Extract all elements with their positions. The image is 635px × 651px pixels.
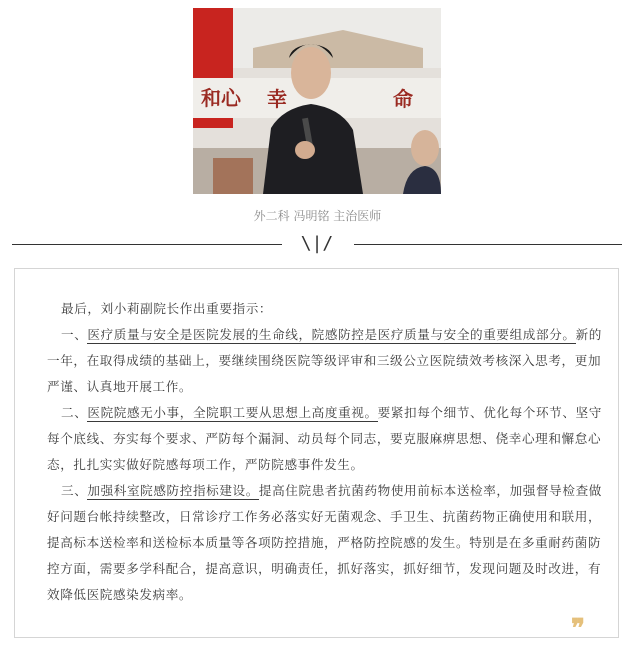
person-head bbox=[291, 47, 331, 99]
paragraph-1 bbox=[47, 322, 607, 400]
paragraph-2-text: 要紧扣每个细节、优化每个环节、坚守每个底线、夯实每个要求、严防每个漏洞、动员每个同志，要克服麻痹思想、侥幸心理和懈怠心态，扎扎实实做好院感每项工作，严防院感事件发生。 bbox=[47, 405, 602, 472]
section-divider bbox=[12, 232, 622, 256]
banner-text-right: 命 bbox=[393, 87, 413, 111]
banner-text-mid: 幸 bbox=[267, 87, 287, 111]
paragraph-3 bbox=[47, 478, 607, 608]
divider-mark: \|/ bbox=[300, 233, 334, 254]
paragraph-3-highlight: 加强科室院感防控指标建设。 bbox=[87, 483, 259, 498]
paragraph-1-prefix: 一、 bbox=[61, 327, 88, 342]
paragraph-intro: 最后，刘小莉副院长作出重要指示： bbox=[61, 301, 273, 316]
paragraph-1-text: 新的一年，在取得成绩的基础上，要继续围绕医院等级评审和三级公立医院绩效考核深入思考，更加严谨、认真地开展工作。 bbox=[47, 327, 602, 394]
speaker-photo bbox=[193, 8, 441, 194]
quote-mark-icon: ❞ bbox=[571, 614, 585, 644]
paragraph-3-text: 提高住院患者抗菌药物使用前标本送检率，加强督导检查做好问题台帐持续整改，日常诊疗工作务必落实好无菌观念、手卫生、抗菌药物正确使用和联用，提高标本送检率和送检标本质量等各项防控措施，严格防控院感的发生。特别是在多重耐药菌防控方面，需要多学科配合，提高意识，明确责任，抓好落实，抓好细节，发现问题及时改进，有效降低医院感染发病率。 bbox=[47, 483, 602, 602]
paragraph-3-prefix: 三、 bbox=[61, 483, 88, 498]
paragraph-2 bbox=[47, 400, 607, 478]
paragraph-1-highlight: 医疗质量与安全是医院发展的生命线，院感防控是医疗质量与安全的重要组成部分。 bbox=[87, 327, 576, 342]
divider-line-left bbox=[12, 244, 282, 245]
divider-line-right bbox=[354, 244, 622, 245]
banner-text-left: 和心 bbox=[201, 86, 241, 110]
photo-illustration bbox=[193, 8, 441, 194]
paragraph-2-highlight: 医院院感无小事，全院职工要从思想上高度重视。 bbox=[87, 405, 378, 420]
paragraph-2-prefix: 二、 bbox=[61, 405, 88, 420]
article-content bbox=[47, 296, 607, 608]
photo-caption: 外二科 冯明铭 主治医师 bbox=[253, 209, 382, 223]
